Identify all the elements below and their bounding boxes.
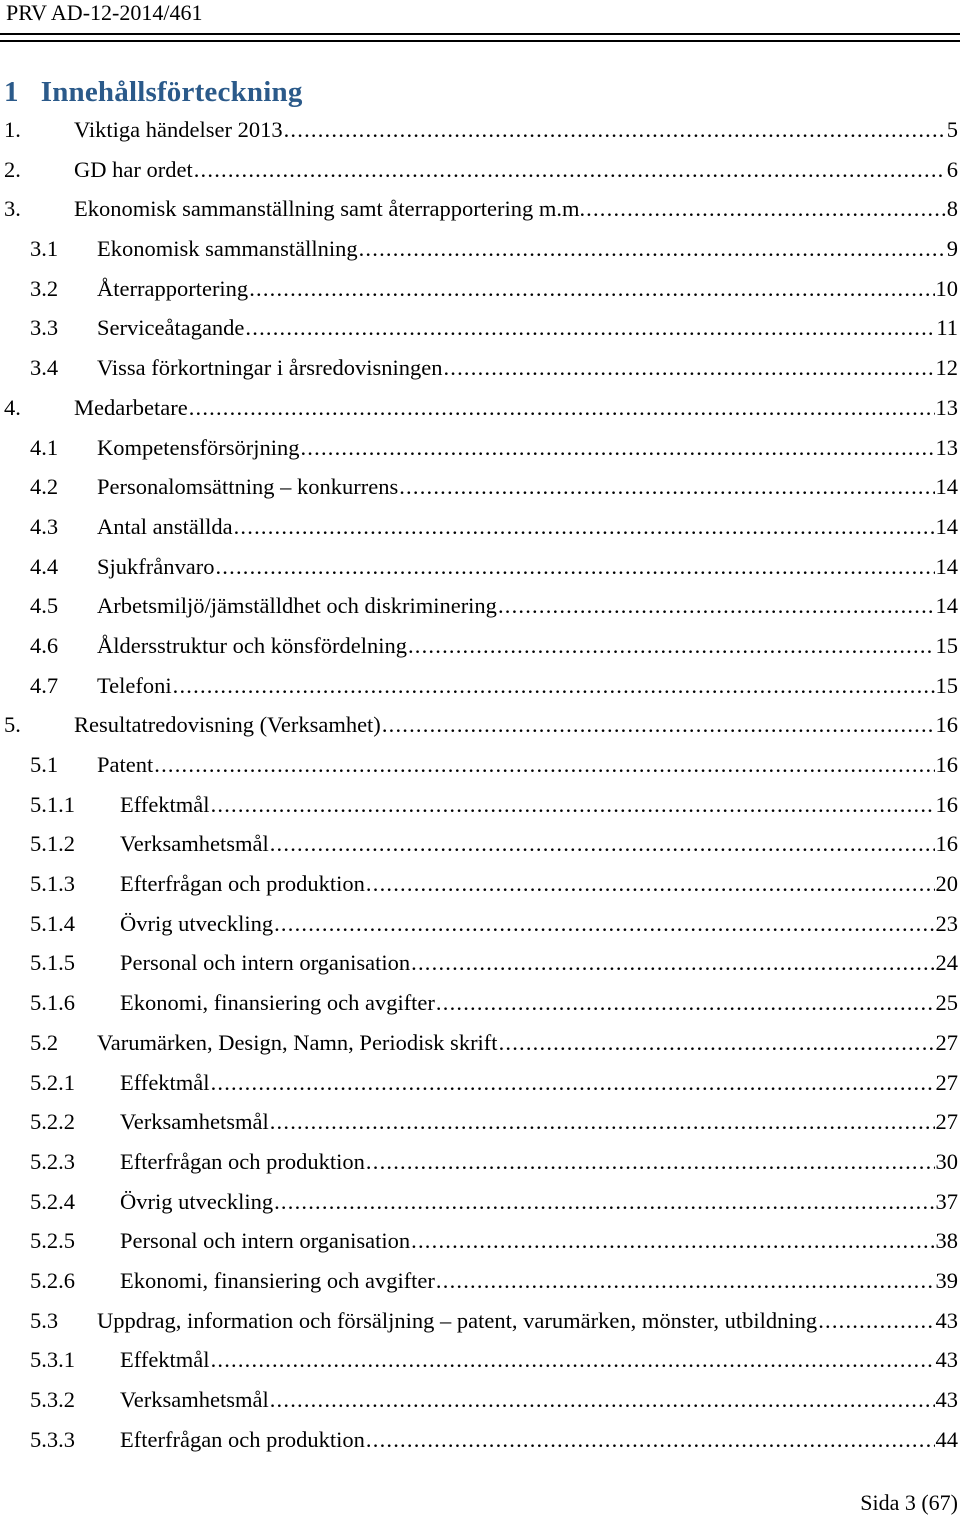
dot-leader [189, 388, 935, 428]
dot-leader [274, 904, 934, 944]
toc-entry-title[interactable]: Återrapportering [97, 275, 249, 301]
toc-entry[interactable] [0, 705, 960, 745]
dot-leader [211, 1340, 935, 1380]
toc-entry-page: 43 [935, 1347, 958, 1373]
toc-entry-number: 5.2.4 [30, 1188, 75, 1214]
toc-entry-title[interactable]: Arbetsmiljö/jämställdhet och diskriminering [97, 593, 497, 619]
toc-entry-number: 5.2.3 [30, 1148, 75, 1174]
toc-entry-line [97, 547, 958, 587]
dot-leader [411, 943, 934, 983]
toc-entry[interactable] [0, 586, 960, 626]
toc-entry[interactable] [0, 507, 960, 547]
toc-entry[interactable] [0, 983, 960, 1023]
toc-entry-line [120, 785, 958, 825]
dot-leader [215, 547, 934, 587]
toc-entry-page: 30 [935, 1148, 958, 1174]
toc-entry-title[interactable]: Viktiga händelser 2013 [74, 117, 283, 142]
dot-leader [436, 1261, 935, 1301]
toc-entry-title[interactable]: Ekonomi, finansiering och avgifter [120, 990, 435, 1016]
toc-entry[interactable] [0, 824, 960, 864]
toc-entry[interactable] [0, 388, 960, 428]
toc-entry-title[interactable]: Varumärken, Design, Namn, Periodisk skrift [97, 1029, 498, 1055]
dot-leader [382, 705, 935, 745]
toc-entry-title[interactable]: GD har ordet [74, 156, 193, 182]
toc-entry-page: 15 [935, 632, 958, 658]
toc-entry[interactable] [0, 428, 960, 468]
toc-entry-number: 5.2.1 [30, 1069, 75, 1095]
toc-entry-number: 4.2 [30, 474, 59, 500]
toc-entry-line [74, 189, 958, 229]
toc-entry-line [120, 1142, 958, 1182]
toc-entry[interactable] [0, 1340, 960, 1380]
toc-entry-title[interactable]: Effektmål [120, 1069, 210, 1095]
toc-entry-number: 5. [4, 712, 21, 738]
toc-entry-page: 11 [936, 315, 958, 341]
toc-entry-line [120, 1221, 958, 1261]
toc-entry-page: 9 [946, 236, 958, 262]
toc-entry[interactable] [0, 943, 960, 983]
toc-entry-line [97, 745, 958, 785]
toc-entry-line [97, 586, 958, 626]
toc-entry-number: 5.2 [30, 1029, 59, 1055]
toc-entry-number: 4.4 [30, 553, 59, 579]
toc-entry[interactable] [0, 269, 960, 309]
dot-leader [274, 1182, 934, 1222]
toc-entry-page: 14 [935, 553, 958, 579]
dot-leader [818, 1301, 934, 1341]
toc-entry-number: 5.2.6 [30, 1267, 75, 1293]
toc-entry-line [120, 1380, 958, 1420]
dot-leader [408, 626, 935, 666]
toc-entry[interactable] [0, 1261, 960, 1301]
toc-entry-number: 3.3 [30, 315, 59, 341]
dot-leader [498, 586, 935, 626]
toc-entry-title[interactable]: Vissa förkortningar i årsredovisningen [97, 355, 443, 381]
toc-entry-line [97, 507, 958, 547]
toc-entry-line [97, 1023, 958, 1063]
toc-entry-title[interactable]: Effektmål [120, 791, 210, 817]
toc-entry-line [120, 1340, 958, 1380]
toc-entry[interactable] [0, 1380, 960, 1420]
document-id: PRV AD-12-2014/461 [6, 0, 203, 25]
header-rule-top [0, 33, 960, 35]
toc-entry-line [120, 1182, 958, 1222]
dot-leader [366, 1142, 935, 1182]
toc-list [0, 110, 960, 1459]
toc-entry-number: 5.3.3 [30, 1426, 75, 1452]
toc-entry-title[interactable]: Ekonomi, finansiering och avgifter [120, 1267, 435, 1293]
toc-entry-page: 14 [935, 593, 958, 619]
toc-entry-page: 43 [935, 1307, 958, 1333]
toc-entry-line [97, 229, 958, 269]
dot-leader [234, 507, 935, 547]
toc-entry[interactable] [0, 1221, 960, 1261]
toc-entry[interactable] [0, 229, 960, 269]
toc-entry-page: 5 [946, 117, 958, 142]
toc-entry-title[interactable]: Medarbetare [74, 394, 188, 420]
toc-entry[interactable] [0, 1301, 960, 1341]
toc-entry-line [97, 269, 958, 309]
toc-entry-number: 5.1.2 [30, 831, 75, 857]
toc-entry[interactable] [0, 308, 960, 348]
toc-entry-page: 14 [935, 474, 958, 500]
dot-leader [399, 467, 934, 507]
toc-entry-page: 23 [935, 910, 958, 936]
toc-entry[interactable] [0, 1142, 960, 1182]
dot-leader [194, 150, 946, 190]
toc-entry-line [97, 1301, 958, 1341]
toc-entry-number: 5.2.5 [30, 1228, 75, 1254]
toc-entry[interactable] [0, 1023, 960, 1063]
toc-entry-title[interactable]: Verksamhetsmål [120, 1387, 269, 1412]
dot-leader [270, 1102, 935, 1142]
toc-entry-page: 27 [935, 1109, 958, 1135]
dot-leader [411, 1221, 934, 1261]
toc-entry-title[interactable]: Ekonomisk sammanställning [97, 236, 358, 262]
toc-entry[interactable] [0, 666, 960, 706]
toc-entry-number: 4.6 [30, 632, 59, 658]
dot-leader [586, 189, 946, 229]
toc-entry-line [120, 1102, 958, 1142]
toc-entry-title[interactable]: Personalomsättning – konkurrens [97, 474, 399, 500]
toc-entry[interactable] [0, 348, 960, 388]
toc-entry[interactable] [0, 1102, 960, 1142]
toc-entry-line [97, 626, 958, 666]
toc-entry-number: 4.7 [30, 672, 59, 698]
toc-entry[interactable] [0, 785, 960, 825]
toc-entry-line [120, 983, 958, 1023]
toc-entry-line [74, 150, 958, 190]
toc-entry-line [74, 110, 958, 150]
toc-entry-number: 3. [4, 196, 21, 222]
toc-entry-title[interactable]: Telefoni [97, 672, 172, 698]
toc-entry-title[interactable]: Uppdrag, information och försäljning – patent, varumärken, mönster, utbildning [97, 1307, 818, 1333]
dot-leader [245, 308, 935, 348]
toc-entry[interactable] [0, 150, 960, 190]
dot-leader [366, 1420, 935, 1460]
toc-entry-number: 4. [4, 394, 21, 420]
toc-entry-page: 16 [935, 752, 958, 777]
toc-entry-title[interactable]: Efterfrågan och produktion [120, 1426, 365, 1452]
toc-heading [4, 74, 303, 110]
toc-entry-page: 16 [935, 831, 958, 857]
toc-entry-title[interactable]: Resultatredovisning (Verksamhet) [74, 712, 381, 738]
toc-entry-title[interactable]: Serviceåtagande [97, 315, 245, 341]
toc-entry[interactable] [0, 467, 960, 507]
dot-leader [359, 229, 946, 269]
toc-entry-title[interactable]: Patent [97, 752, 154, 777]
toc-entry-title[interactable]: Åldersstruktur och könsfördelning [97, 632, 407, 658]
toc-entry-page: 20 [935, 871, 958, 897]
toc-entry-line [120, 824, 958, 864]
toc-entry-title[interactable]: Antal anställda [97, 513, 233, 539]
toc-entry-title[interactable]: Ekonomisk sammanställning samt återrapportering m.m. [74, 196, 586, 222]
toc-entry-page: 13 [935, 434, 958, 460]
toc-entry-title[interactable]: Kompetensförsörjning [97, 434, 300, 460]
toc-entry-title[interactable]: Verksamhetsmål [120, 1109, 269, 1135]
toc-entry-number: 4.1 [30, 434, 59, 460]
toc-entry-page: 44 [935, 1426, 958, 1452]
toc-entry-page: 14 [935, 513, 958, 539]
toc-entry-page: 24 [935, 950, 958, 976]
dot-leader [173, 666, 935, 706]
toc-entry[interactable] [0, 864, 960, 904]
toc-entry[interactable] [0, 547, 960, 587]
toc-entry-page: 10 [935, 275, 958, 301]
toc-entry-page: 8 [946, 196, 958, 222]
dot-leader [499, 1023, 935, 1063]
toc-entry-number: 3.2 [30, 275, 59, 301]
toc-entry-number: 3.4 [30, 355, 59, 381]
toc-entry-line [74, 388, 958, 428]
dot-leader [443, 348, 934, 388]
toc-entry-page: 16 [935, 791, 958, 817]
toc-entry[interactable] [0, 189, 960, 229]
toc-entry-number: 4.5 [30, 593, 59, 619]
toc-entry[interactable] [0, 1182, 960, 1222]
toc-entry-title[interactable]: Personal och intern organisation [120, 950, 411, 976]
dot-leader [211, 1063, 935, 1103]
toc-entry[interactable] [0, 626, 960, 666]
toc-entry-line [120, 1420, 958, 1460]
toc-entry-number: 5.1.6 [30, 990, 75, 1016]
toc-entry-title[interactable]: Personal och intern organisation [120, 1228, 411, 1254]
dot-leader [211, 785, 935, 825]
page-number: Sida 3 (67) [860, 1490, 958, 1515]
toc-entry[interactable] [0, 745, 960, 785]
toc-heading-title: Innehållsförteckning [40, 76, 303, 108]
toc-entry-page: 25 [935, 990, 958, 1016]
toc-entry-number: 5.2.2 [30, 1109, 75, 1135]
toc-entry-number: 5.1 [30, 752, 59, 777]
toc-entry-page: 27 [935, 1069, 958, 1095]
toc-entry-page: 38 [935, 1228, 958, 1254]
toc-entry-title[interactable]: Effektmål [120, 1347, 210, 1373]
toc-entry-title[interactable]: Efterfrågan och produktion [120, 1148, 365, 1174]
toc-entry-line [74, 705, 958, 745]
toc-entry-number: 5.1.1 [30, 791, 75, 817]
toc-entry-number: 2. [4, 156, 21, 182]
toc-entry-line [120, 904, 958, 944]
toc-entry-line [97, 428, 958, 468]
toc-entry-page: 16 [935, 712, 958, 738]
toc-entry-page: 15 [935, 672, 958, 698]
toc-entry[interactable] [0, 1420, 960, 1460]
toc-entry-number: 5.1.3 [30, 871, 75, 897]
dot-leader [270, 824, 935, 864]
toc-entry-number: 3.1 [30, 236, 59, 262]
dot-leader [300, 428, 934, 468]
toc-entry-number: 5.3.1 [30, 1347, 75, 1373]
toc-entry-number: 5.1.5 [30, 950, 75, 976]
toc-entry-number: 4.3 [30, 513, 59, 539]
toc-entry-line [97, 348, 958, 388]
toc-entry-title[interactable]: Övrig utveckling [120, 1188, 274, 1214]
dot-leader [270, 1380, 935, 1420]
toc-entry-page: 13 [935, 394, 958, 420]
dot-leader [154, 745, 934, 785]
dot-leader [366, 864, 935, 904]
toc-entry-line [97, 467, 958, 507]
toc-entry-page: 43 [935, 1387, 958, 1412]
toc-entry-line [97, 308, 958, 348]
dot-leader [284, 110, 946, 150]
dot-leader [249, 269, 934, 309]
toc-entry-page: 39 [935, 1267, 958, 1293]
toc-entry[interactable] [0, 904, 960, 944]
toc-entry-line [97, 666, 958, 706]
toc-entry-page: 27 [935, 1029, 958, 1055]
toc-entry-number: 5.3 [30, 1307, 59, 1333]
toc-entry-line [120, 1063, 958, 1103]
toc-entry-line [120, 864, 958, 904]
toc-entry-line [120, 943, 958, 983]
toc-heading-number: 1 [4, 76, 19, 108]
toc-entry-number: 5.3.2 [30, 1387, 75, 1412]
toc-entry[interactable] [0, 1063, 960, 1103]
toc-entry-page: 12 [935, 355, 958, 381]
toc-entry-number: 1. [4, 117, 21, 142]
toc-entry-title[interactable]: Efterfrågan och produktion [120, 871, 365, 897]
toc-entry-page: 6 [946, 156, 958, 182]
toc-entry[interactable] [0, 110, 960, 150]
toc-entry-title[interactable]: Verksamhetsmål [120, 831, 269, 857]
dot-leader [436, 983, 935, 1023]
toc-entry-page: 37 [935, 1188, 958, 1214]
toc-entry-title[interactable]: Sjukfrånvaro [97, 553, 215, 579]
toc-entry-title[interactable]: Övrig utveckling [120, 910, 274, 936]
header-rule-bottom [0, 40, 960, 42]
toc-entry-line [120, 1261, 958, 1301]
toc-entry-number: 5.1.4 [30, 910, 75, 936]
